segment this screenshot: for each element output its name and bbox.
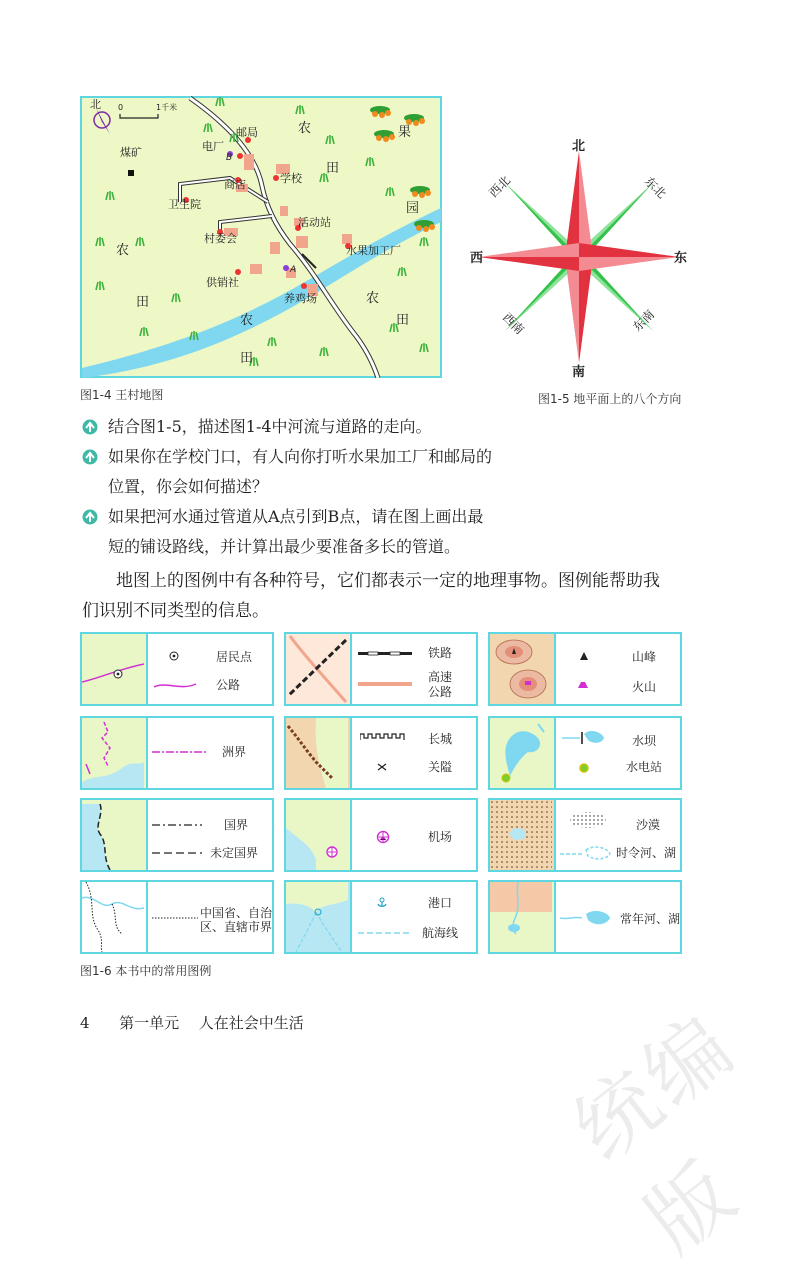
legend-label: 国界 xyxy=(224,818,249,832)
legend-cell-desert-seasonal xyxy=(488,798,682,872)
great-wall-icon xyxy=(360,732,406,742)
question-list xyxy=(82,412,562,562)
field-char: 田 xyxy=(396,313,410,328)
legend-label: 未定国界 xyxy=(210,846,259,860)
highway-icon xyxy=(358,680,412,688)
label-post-office: 邮局 xyxy=(236,126,258,139)
label-school: 学校 xyxy=(280,172,302,185)
legend-label: 公路 xyxy=(428,685,453,699)
legend-cell-national-boundary xyxy=(80,798,274,872)
dir-nw: 西北 xyxy=(486,173,514,201)
legend-label: 水电站 xyxy=(626,760,663,774)
scale-zero: 0 xyxy=(118,103,124,112)
legend-label: 常年河、湖 xyxy=(620,912,681,926)
settlement-icon xyxy=(166,650,182,662)
legend-label: 中国省、自治 xyxy=(200,906,273,920)
continent-boundary-icon xyxy=(152,748,206,756)
scale-unit: 1千米 xyxy=(156,103,178,112)
legend-label: 洲界 xyxy=(222,745,247,759)
paragraph-line-1: 地图上的图例中有各种符号，它们都表示一定的地理事物。图例能帮助我 xyxy=(116,571,660,591)
peak-icon xyxy=(578,650,590,662)
legend-thumb xyxy=(286,634,352,704)
legend-thumb xyxy=(286,718,352,788)
legend-cell-airport xyxy=(284,798,478,872)
undetermined-boundary-icon xyxy=(152,850,202,856)
label-shop: 商店 xyxy=(224,178,246,191)
legend-cell-great-wall-pass xyxy=(284,716,478,790)
legend-thumb xyxy=(490,800,556,870)
legend-label: 火山 xyxy=(632,680,657,694)
legend-thumb xyxy=(286,800,352,870)
legend-cell-settlement-road xyxy=(80,632,274,706)
question-icon xyxy=(82,419,98,435)
label-chicken-farm: 养鸡场 xyxy=(284,292,317,305)
legend-thumb xyxy=(82,882,148,952)
legend-label: 机场 xyxy=(428,830,453,844)
dam-icon xyxy=(562,728,608,748)
field-char: 农 xyxy=(298,121,312,136)
label-activity-station: 活动站 xyxy=(298,216,331,229)
point-a-marker xyxy=(283,265,289,271)
perennial-river-lake-icon xyxy=(560,908,616,928)
figure-1-5-caption: 图1-5 地平面上的八个方向 xyxy=(538,392,682,406)
airport-icon xyxy=(376,830,390,844)
question-2-line-1: 如果你在学校门口，有人向你打听水果加工厂和邮局的 xyxy=(108,447,493,466)
unit-title: 人在社会中生活 xyxy=(198,1014,304,1032)
railway-icon xyxy=(358,650,412,658)
legend-label: 山峰 xyxy=(632,650,657,664)
paragraph-line-2: 们识别不同类型的信息。 xyxy=(82,601,269,621)
legend-label: 区、直辖市界 xyxy=(200,920,273,934)
body-paragraph xyxy=(82,566,722,626)
question-3-line-1: 如果把河水通过管道从A点引到B点，请在图上画出最 xyxy=(108,507,484,526)
figure-1-6-caption: 图1-6 本书中的常用图例 xyxy=(80,964,212,978)
field-char: 田 xyxy=(240,351,254,366)
label-power-plant: 电厂 xyxy=(202,140,224,153)
watermark: 统编版 xyxy=(557,995,757,1272)
north-label: 北 xyxy=(90,98,101,111)
dir-n: 北 xyxy=(572,139,586,154)
road-line-icon xyxy=(152,678,198,692)
village-map-svg xyxy=(80,96,442,378)
legend-thumb xyxy=(82,800,148,870)
legend-cell-railway-highway xyxy=(284,632,478,706)
provincial-boundary-icon xyxy=(152,916,198,920)
legend-cell-peak-volcano xyxy=(488,632,682,706)
question-3-line-2: 短的铺设路线，并计算出最少要准备多长的管道。 xyxy=(108,537,461,556)
legend-thumb xyxy=(286,882,352,952)
coal-mine-icon xyxy=(128,170,134,176)
port-icon xyxy=(376,896,388,908)
legend-cell-provincial-boundary xyxy=(80,880,274,954)
figure-1-4-caption: 图1-4 王村地图 xyxy=(80,388,164,402)
legend-label: 水坝 xyxy=(632,734,657,748)
village-map xyxy=(80,96,442,378)
legend-label: 沙漠 xyxy=(636,818,661,832)
legend-thumb xyxy=(82,718,148,788)
field-char: 田 xyxy=(136,295,150,310)
label-point-b: B xyxy=(226,153,233,163)
dir-e: 东 xyxy=(674,251,688,266)
legend-label: 时令河、湖 xyxy=(616,846,677,860)
field-char: 农 xyxy=(116,243,130,258)
field-char: 农 xyxy=(240,313,254,328)
shipping-route-icon xyxy=(358,930,412,936)
compass-rose xyxy=(468,136,690,378)
label-point-a: A xyxy=(290,265,297,275)
page-footer xyxy=(80,1012,304,1033)
question-1-line-1: 结合图1-5，描述图1-4中河流与道路的走向。 xyxy=(108,417,432,436)
label-fruit-factory: 水果加工厂 xyxy=(346,244,401,257)
legend-thumb xyxy=(490,718,556,788)
legend-thumb xyxy=(490,882,556,952)
dir-s: 南 xyxy=(572,365,586,378)
legend-label: 公路 xyxy=(216,678,241,692)
dir-ne: 东北 xyxy=(641,174,669,202)
field-char: 果 xyxy=(398,125,412,140)
pass-icon xyxy=(376,762,388,772)
seasonal-river-lake-icon xyxy=(560,844,616,860)
label-coal-mine: 煤矿 xyxy=(120,146,142,159)
dir-se: 东南 xyxy=(630,307,658,335)
question-icon xyxy=(82,509,98,525)
legend-label: 铁路 xyxy=(428,646,453,660)
question-item xyxy=(82,412,562,442)
legend-thumb xyxy=(490,634,556,704)
legend-cell-port-shipping xyxy=(284,880,478,954)
field-char: 园 xyxy=(406,201,420,216)
legend-label: 港口 xyxy=(428,896,453,910)
legend-label: 航海线 xyxy=(422,926,459,940)
legend-cell-perennial-river-lake xyxy=(488,880,682,954)
legend-cell-dam-hydropower xyxy=(488,716,682,790)
label-village-committee: 村委会 xyxy=(204,232,237,245)
dir-sw: 西南 xyxy=(499,310,527,338)
hydropower-icon xyxy=(578,762,590,774)
legend-cell-continent-boundary xyxy=(80,716,274,790)
legend-label: 关隘 xyxy=(428,760,453,774)
label-supply-coop: 供销社 xyxy=(206,276,239,289)
label-clinic: 卫生院 xyxy=(168,198,201,211)
desert-icon xyxy=(568,810,608,830)
unit-label: 第一单元 xyxy=(119,1014,180,1032)
question-item xyxy=(82,502,562,562)
legend-thumb xyxy=(82,634,148,704)
question-icon xyxy=(82,449,98,465)
national-boundary-icon xyxy=(152,822,202,828)
page-number: 4 xyxy=(80,1014,90,1032)
legend-label: 高速 xyxy=(428,670,453,684)
field-char: 田 xyxy=(326,161,340,176)
question-item xyxy=(82,442,562,502)
question-2-line-2: 位置，你会如何描述？ xyxy=(108,477,269,496)
volcano-icon xyxy=(576,680,590,690)
field-char: 农 xyxy=(366,291,380,306)
legend-label: 长城 xyxy=(428,732,453,746)
dir-w: 西 xyxy=(470,251,484,266)
legend-label: 居民点 xyxy=(216,650,253,664)
